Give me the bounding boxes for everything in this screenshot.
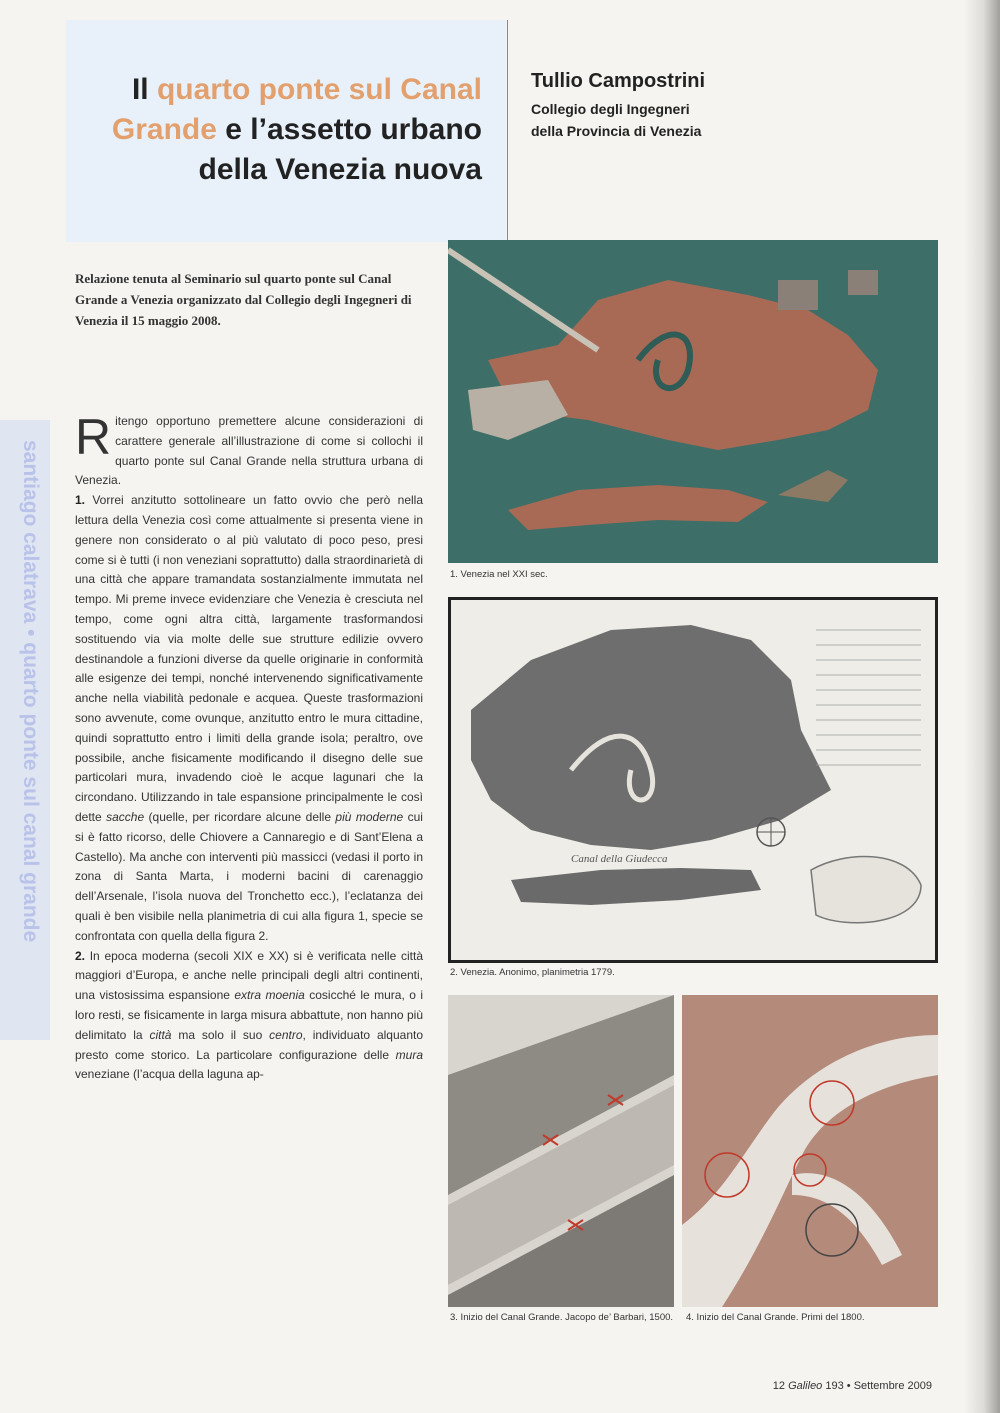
drop-cap: R xyxy=(75,409,112,465)
paragraph-2 xyxy=(75,491,423,946)
figure-3-barbari-view xyxy=(448,995,674,1307)
paragraph-3-text-b: cosicché le mura, o i loro resti, se fisicamente in larga misura abbattute, non hanno più delimitato la xyxy=(75,988,423,1042)
title-rest: e l’assetto urbano della Venezia nuova xyxy=(198,113,482,186)
paragraph-3-italic-3: centro xyxy=(269,1027,303,1042)
figure-1-caption: 1. Venezia nel XXI sec. xyxy=(450,569,548,580)
paragraph-3-italic-2: città xyxy=(149,1027,172,1042)
article-title xyxy=(80,70,482,190)
paragraph-1-text: itengo opportuno premettere alcune considerazioni di carattere generale all’illustrazione di come si collochi il quarto ponte sul Canal Grande nella struttura urbana di Venezia. xyxy=(75,414,423,488)
figure-3-caption: 3. Inizio del Canal Grande. Jacopo de’ Barbari, 1500. xyxy=(450,1312,674,1323)
author-affiliation-2: della Provincia di Venezia xyxy=(531,123,702,139)
paragraph-1 xyxy=(75,409,423,491)
paragraph-2-text-b: (quelle, per ricordare alcune delle xyxy=(144,809,336,824)
author-affiliation-1: Collegio degli Ingegneri xyxy=(531,101,690,117)
canal-label: Canal della Giudecca xyxy=(571,853,668,865)
page-footer xyxy=(773,1380,932,1392)
figure-2-historic-plan xyxy=(448,597,938,963)
body-column xyxy=(75,409,423,1085)
page-edge-shadow xyxy=(964,0,1000,1413)
issue-number: 193 xyxy=(825,1380,844,1392)
issue-date: Settembre 2009 xyxy=(853,1380,932,1392)
paragraph-2-italic-2: più moderne xyxy=(335,809,404,824)
title-prefix: Il xyxy=(131,73,157,106)
paragraph-3-text-d: , individuato alquanto presto come storico. La particolare configurazione delle xyxy=(75,1027,423,1062)
footer-separator: • xyxy=(846,1380,851,1392)
magazine-name: Galileo xyxy=(788,1380,823,1392)
title-accent: quarto ponte sul Canal Grande xyxy=(111,73,482,146)
author-block xyxy=(531,68,831,142)
figure-4-caption: 4. Inizio del Canal Grande. Primi del 1800. xyxy=(686,1312,865,1323)
paragraph-2-text: Vorrei anzitutto sottolineare un fatto ovvio che però nella lettura della Venezia così come attualmente si presenta viene in genere non considerato o al più valutato di poco peso, presi come si è tutti (i non veneziani soprattutto) dalla straordinarietà di una città che appare tramandata sostanzialmente immutata nel tempo. Mi preme invece evidenziare che Venezia è cresciuta nel tempo, come ogni altra città, largamente trasformandosi sostituendo via via molte delle sue strutture edilizie ovvero destinandole a funzioni diverse da quelle originarie in conformità alle esigenze dei tempi, nonché intervenendo significativamente anche nella viabilità pedonale e acquea. Queste trasformazioni sono avvenute, come ovunque, anzitutto entro le mura cittadine, quindi soprattutto entro i limiti della grande isola; peraltro, ove possibile, anche fisicamente modificando il disegno delle sue particolari mura, invadendo cioè le acque lagunari che la circondano. Utilizzando in tale espansione principalmente le così dette xyxy=(75,493,423,824)
paragraph-2-italic-1: sacche xyxy=(106,809,145,824)
section-number-1: 1. xyxy=(75,493,86,508)
paragraph-3-text-c: ma solo il suo xyxy=(171,1027,270,1042)
paragraph-3-italic-4: mura xyxy=(395,1047,423,1062)
paragraph-2-text-c: cui si è fatto ricorso, delle Chiovere a Cannaregio e di Sant’Elena a Castello). Ma anche con interventi più massicci (vedasi il porto in zona di Santa Marta, i moderni bacini di carenaggio dell’Arsenale, l’isola nuova del Tronchetto ecc.), l’eclatanza dei quali è ben visibile nella planimetria di cui alla figura 1, specie se confrontata con quella della figura 2. xyxy=(75,809,423,943)
paragraph-3-text: In epoca moderna (secoli XIX e XX) si è verificata nelle città maggiori d’Europa, e anche nelle principali degli altri continenti, una vistosissima espansione xyxy=(75,948,423,1003)
author-name: Tullio Campostrini xyxy=(531,70,706,92)
section-number-2: 2. xyxy=(75,948,86,963)
figure-2-caption: 2. Venezia. Anonimo, planimetria 1779. xyxy=(450,967,615,978)
side-label: santiago calatrava • quarto ponte sul canal grande xyxy=(19,440,42,943)
paragraph-3 xyxy=(75,947,423,1086)
intro-text: Relazione tenuta al Seminario sul quarto ponte sul Canal Grande a Venezia organizzato dal Collegio degli Ingegneri di Venezia il 15 maggio 2008. xyxy=(75,271,412,328)
paragraph-3-text-e: veneziane (l’acqua della laguna ap- xyxy=(75,1067,264,1082)
figure-4-1800-map xyxy=(682,995,938,1307)
page-number: 12 xyxy=(772,1380,785,1392)
figure-1-satellite-map xyxy=(448,240,938,563)
paragraph-3-italic-1: extra moenia xyxy=(234,988,305,1003)
title-divider xyxy=(507,20,508,242)
